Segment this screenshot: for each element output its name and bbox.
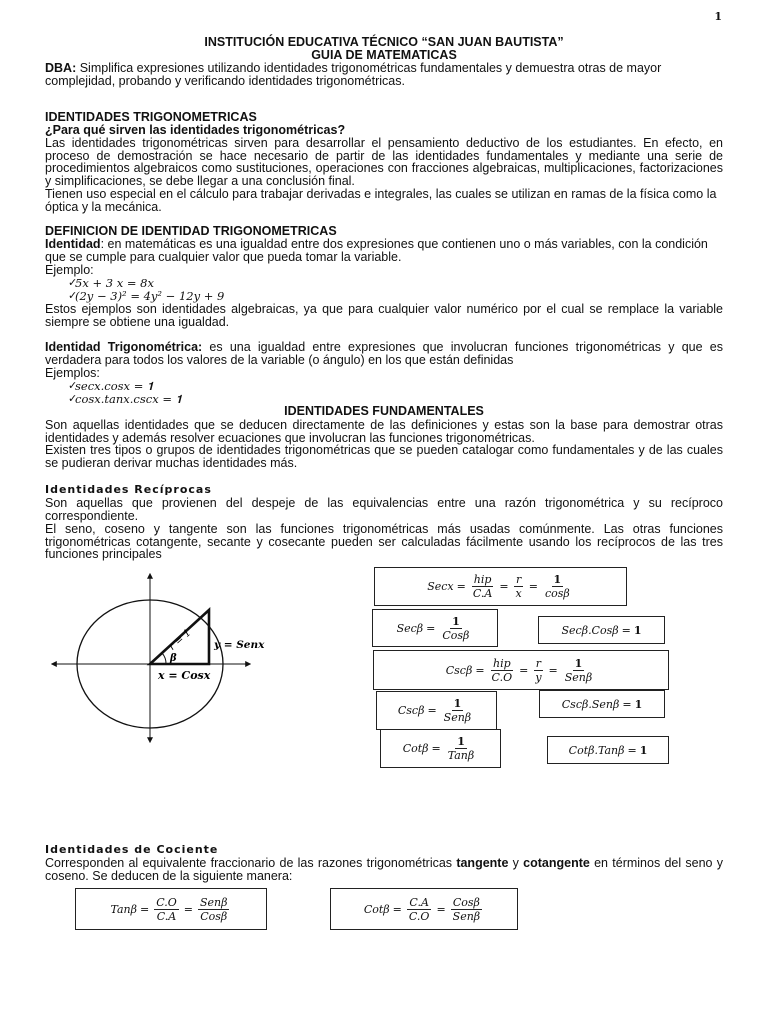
guide-title: GUIA DE MATEMATICAS <box>311 48 457 62</box>
formula-box-secb: Secβ = $\frac{1}{\text{Cosβ}}$ <box>372 609 498 647</box>
paragraph-trig-identity <box>45 341 723 366</box>
formula-box-csc: Cscβ = $\frac{\text{hip}}{C.O}$ = $\frac{r}{y}$ = $\frac{1}{\text{Senβ}}$ <box>373 650 669 690</box>
denominator: C.O <box>408 909 430 923</box>
fraction <box>471 573 494 600</box>
checkmark-icon: ✓ <box>68 277 78 290</box>
list-item <box>45 380 723 393</box>
formula-lhs: Secβ.Cosβ <box>561 623 619 637</box>
fraction <box>490 657 515 684</box>
angle-arc <box>162 653 166 664</box>
formula-rhs: 1 <box>634 697 643 711</box>
dba-label: DBA: <box>45 61 77 75</box>
paragraph-fundamentales: Son aquellas identidades que se deducen directamente de las definiciones y estas son la base para demostrar otras identidades y además resolver ecuaciones que involucran las funciones trigonométricas. <box>45 418 723 445</box>
formula-lhs: Secβ <box>396 621 424 635</box>
page-number: 1 <box>714 10 722 23</box>
list-item <box>45 277 723 290</box>
paragraph-purpose: Las identidades trigonométricas sirven para desarrollar el pensamiento deductivo de los estudiantes. En efecto, en proceso de demostración se hace necesario de partir de las identidades fundamentales y mediante una serie de procedimientos algebraicos como sustituciones, operaciones con fracciones algebraicas, multiplicaciones, factorizaciones y simplificaciones, se debe llegar a una conclusión final. <box>45 136 723 188</box>
denominator: cosβ <box>544 587 570 600</box>
denominator: C.O <box>491 670 513 684</box>
denominator: C.A <box>156 909 177 923</box>
numerator: 1 <box>457 735 465 748</box>
question-heading: ¿Para qué sirven las identidades trigonométricas? <box>45 123 346 137</box>
numerator: hip <box>492 656 511 670</box>
formula-lhs: Cotβ <box>363 902 390 916</box>
x-side-label: x = Cosx <box>158 669 211 682</box>
denominator: y <box>535 670 542 684</box>
paragraph-tipos: Existen tres tipos o grupos de identidades trigonométricas que se pueden catalogar como fundamentales y de las cuales se pudieran derivar muchas identidades más. <box>45 443 723 470</box>
ejemplo-label: Ejemplo: <box>45 263 94 277</box>
formula-lhs: Secx <box>427 580 454 593</box>
trig-identity-text: es una igualdad entre expresiones que involucran funciones trigonométricas y que es verdadera para todos los valores de la variable (o ángulo) en los que están definidas <box>45 340 723 367</box>
formula-box-cotb-product: Cotβ.Tanβ = 1 <box>547 736 669 764</box>
denominator: x <box>515 587 522 600</box>
numerator: 1 <box>452 614 460 628</box>
paragraph-uses: Tienen uso especial en el cálculo para trabajar derivadas e integrales, las cuales se utilizan en ramas de la física como la óptica y la mecánica. <box>45 187 717 214</box>
formula-box-cscb-product: Cscβ.Senβ = 1 <box>539 690 665 718</box>
unit-circle-diagram <box>40 570 340 750</box>
dba-text: Simplifica expresiones utilizando identidades trigonométricas fundamentales y demuestra otras de mayor complejidad, probando y verificando identidades trigonométricas. <box>45 61 662 88</box>
paragraph-identidad <box>45 238 723 263</box>
algebraic-examples-list <box>45 277 723 303</box>
formula-lhs: Tanβ <box>110 902 137 916</box>
formula-rhs: 1 <box>639 743 648 757</box>
fraction <box>543 573 572 600</box>
fraction <box>442 697 474 724</box>
formula-rhs: 1 <box>633 623 642 637</box>
denominator: Cosβ <box>200 909 228 923</box>
checkmark-icon: ✓ <box>68 290 78 303</box>
fraction <box>563 657 595 684</box>
numerator: r <box>516 573 522 586</box>
example-equation: 5𝑥 + 3 𝑥 = 8𝑥 <box>75 276 154 291</box>
fraction <box>451 896 483 923</box>
numerator: Cosβ <box>452 895 480 909</box>
section-heading-fundamentales: IDENTIDADES FUNDAMENTALES <box>284 404 484 418</box>
institution-title: INSTITUCIÓN EDUCATIVA TÉCNICO “SAN JUAN BAUTISTA” <box>204 35 564 49</box>
formula-lhs: Cscβ.Senβ <box>561 697 620 711</box>
identidad-label: Identidad <box>45 237 101 251</box>
formula-box-cscb: Cscβ = $\frac{1}{\text{Senβ}}$ <box>376 691 497 730</box>
tangente-term: tangente <box>456 856 509 870</box>
formula-box-secb-product: Secβ.Cosβ = 1 <box>538 616 665 644</box>
fraction <box>446 735 477 762</box>
formula-lhs: Cotβ <box>402 742 429 755</box>
fraction <box>154 896 179 923</box>
formula-lhs: Cotβ.Tanβ <box>568 743 625 757</box>
ejemplos-label: Ejemplos: <box>45 366 100 380</box>
numerator: 1 <box>453 697 462 710</box>
checkmark-icon: ✓ <box>68 393 78 406</box>
paragraph-cociente <box>45 857 723 882</box>
section-heading-reciprocas: Identidades Recíprocas <box>45 483 212 496</box>
section-heading-cociente: Identidades de Cociente <box>45 843 219 856</box>
formula-box-cotb: Cotβ = $\frac{1}{\text{Tanβ}}$ <box>380 729 501 768</box>
paragraph-reciprocas: Son aquellas que provienen del despeje de las equivalencias entre una razón trigonométrica y su recíproco correspondiente. <box>45 496 723 523</box>
angle-label: β <box>170 653 177 664</box>
formula-lhs: Cscβ <box>445 663 473 677</box>
identidad-text: : en matemáticas es una igualdad entre dos expresiones que contienen uno o más variables, con la condición que se cumple para cualquier valor que pueda tomar la variable. <box>45 237 708 264</box>
example-equation: 𝑐𝑜𝑠𝑥.𝑡𝑎𝑛𝑥.𝑐𝑠𝑐𝑥 = 𝟏 <box>75 392 183 407</box>
denominator: Senβ <box>564 670 593 684</box>
fraction <box>514 573 524 600</box>
formula-box-secx: Secx = $\frac{\text{hip}}{C.A}$ = $\frac{r}{x}$ = $\frac{1}{\cos\beta}$ <box>374 567 627 606</box>
cociente-text: Corresponden al equivalente fraccionario de las razones trigonométricas <box>45 856 457 870</box>
denominator: Senβ <box>443 711 472 724</box>
fraction <box>533 657 543 684</box>
section-heading-definicion: DEFINICION DE IDENTIDAD TRIGONOMETRICAS <box>45 224 337 238</box>
trig-examples-list <box>45 380 723 406</box>
denominator: Cosβ <box>442 628 470 642</box>
fraction <box>407 896 432 923</box>
numerator: C.A <box>409 895 429 909</box>
y-side-label: y = Senx <box>214 639 265 651</box>
numerator: hip <box>473 573 492 586</box>
checkmark-icon: ✓ <box>68 380 78 393</box>
fraction <box>198 896 230 923</box>
cociente-text: y <box>508 856 524 870</box>
fraction <box>440 615 471 642</box>
formula-lhs: Cscβ <box>397 704 425 717</box>
section-heading-identidades: IDENTIDADES TRIGONOMETRICAS <box>45 110 257 124</box>
paragraph-funciones: El seno, coseno y tangente son las funciones trigonométricas más usadas comúnmente. Las otras funciones trigonométricas cotangente, secante y cosecante pueden ser calculadas fácilmente usando los recíprocos de las tres funciones principales <box>45 522 723 562</box>
numerator: Senβ <box>199 895 228 909</box>
dba-paragraph <box>45 62 723 87</box>
denominator: Senβ <box>452 909 481 923</box>
paragraph-algebraic: Estos ejemplos son identidades algebraicas, ya que para cualquier valor numérico por el cual se remplace la variable siempre se obtiene una igualdad. <box>45 302 723 329</box>
example-equation: (2𝑦 − 3)² = 4𝑦² − 12𝑦 + 9 <box>75 289 225 304</box>
numerator: 1 <box>574 656 583 670</box>
numerator: C.O <box>156 895 177 909</box>
numerator: r <box>535 656 542 670</box>
example-equation: 𝑠𝑒𝑐𝑥.𝑐𝑜𝑠𝑥 = 𝟏 <box>75 379 154 394</box>
cotangente-term: cotangente <box>523 856 590 870</box>
trig-identity-label: Identidad Trigonométrica: <box>45 340 203 354</box>
formula-box-tan: Tanβ = $\frac{C.O}{C.A}$ = $\frac{\text{Senβ}}{\text{Cosβ}}$ <box>75 888 267 930</box>
denominator: C.A <box>472 587 493 600</box>
denominator: Tanβ <box>447 749 475 762</box>
radius-label: r = 1 <box>166 627 194 653</box>
cociente-text: en términos del seno y coseno. Se deducen de la siguiente manera: <box>45 856 723 883</box>
formula-box-cot: Cotβ = $\frac{C.A}{C.O}$ = $\frac{\text{Cosβ}}{\text{Senβ}}$ <box>330 888 518 930</box>
numerator: 1 <box>553 573 562 586</box>
